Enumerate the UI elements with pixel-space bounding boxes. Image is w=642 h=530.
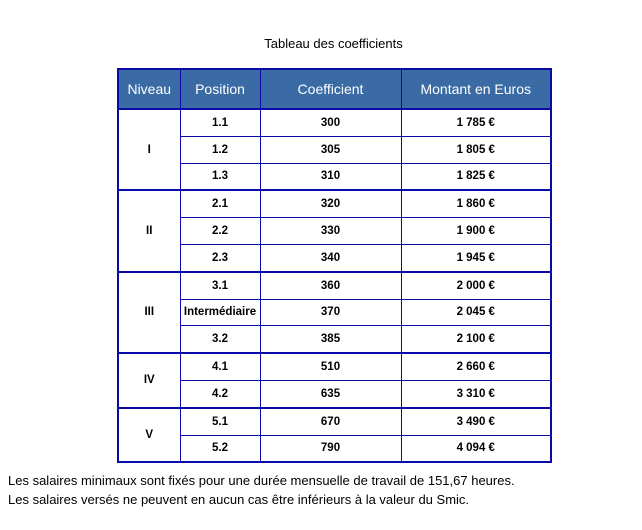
montant-cell: 4 094 € (401, 435, 551, 462)
coefficient-cell: 330 (260, 218, 401, 245)
montant-cell: 1 945 € (401, 244, 551, 271)
table-row (118, 326, 551, 353)
niveau-cell: V (118, 408, 180, 463)
montant-cell: 3 490 € (401, 408, 551, 435)
col-header-montant: Montant en Euros (401, 69, 551, 109)
footnotes (8, 471, 515, 509)
table-row (118, 109, 551, 136)
position-cell: 3.1 (180, 272, 260, 299)
coefficient-cell: 310 (260, 163, 401, 190)
col-header-position: Position (180, 69, 260, 109)
montant-cell: 1 900 € (401, 218, 551, 245)
coefficient-cell: 370 (260, 299, 401, 326)
coefficient-cell: 300 (260, 109, 401, 136)
niveau-cell: I (118, 109, 180, 190)
coefficient-cell: 320 (260, 190, 401, 217)
position-cell: 1.3 (180, 163, 260, 190)
coefficient-cell: 360 (260, 272, 401, 299)
position-cell: 2.3 (180, 244, 260, 271)
coefficient-cell: 510 (260, 353, 401, 380)
table-row (118, 218, 551, 245)
position-cell: 5.1 (180, 408, 260, 435)
position-cell: 3.2 (180, 326, 260, 353)
position-cell: 2.1 (180, 190, 260, 217)
col-header-niveau: Niveau (118, 69, 180, 109)
montant-cell: 2 660 € (401, 353, 551, 380)
table-row (118, 190, 551, 217)
table-row (118, 136, 551, 163)
montant-cell: 2 045 € (401, 299, 551, 326)
table-body (118, 109, 551, 462)
coefficient-cell: 385 (260, 326, 401, 353)
position-cell: 4.1 (180, 353, 260, 380)
table-row (118, 272, 551, 299)
coefficient-cell: 340 (260, 244, 401, 271)
col-header-coefficient: Coefficient (260, 69, 401, 109)
table-row (118, 244, 551, 271)
table-row (118, 163, 551, 190)
table-row (118, 380, 551, 407)
position-cell: 4.2 (180, 380, 260, 407)
coefficient-cell: 635 (260, 380, 401, 407)
coefficient-cell: 305 (260, 136, 401, 163)
position-cell: 5.2 (180, 435, 260, 462)
montant-cell: 1 860 € (401, 190, 551, 217)
position-cell: 2.2 (180, 218, 260, 245)
position-cell: Intermédiaire (180, 299, 260, 326)
coefficient-cell: 790 (260, 435, 401, 462)
montant-cell: 2 000 € (401, 272, 551, 299)
position-cell: 1.1 (180, 109, 260, 136)
montant-cell: 1 805 € (401, 136, 551, 163)
niveau-cell: IV (118, 353, 180, 408)
montant-cell: 3 310 € (401, 380, 551, 407)
header-row (118, 69, 551, 109)
niveau-cell: III (118, 272, 180, 353)
table-row (118, 408, 551, 435)
position-cell: 1.2 (180, 136, 260, 163)
montant-cell: 1 785 € (401, 109, 551, 136)
footnote-line-1: Les salaires minimaux sont fixés pour une durée mensuelle de travail de 151,67 heures. (8, 473, 515, 488)
coefficient-cell: 670 (260, 408, 401, 435)
montant-cell: 1 825 € (401, 163, 551, 190)
table-title: Tableau des coefficients (264, 36, 403, 51)
table-row (118, 353, 551, 380)
footnote-line-2: Les salaires versés ne peuvent en aucun cas être inférieurs à la valeur du Smic. (8, 492, 470, 507)
niveau-cell: II (118, 190, 180, 271)
coefficients-table (117, 68, 552, 463)
table-row (118, 435, 551, 462)
montant-cell: 2 100 € (401, 326, 551, 353)
table-row (118, 299, 551, 326)
